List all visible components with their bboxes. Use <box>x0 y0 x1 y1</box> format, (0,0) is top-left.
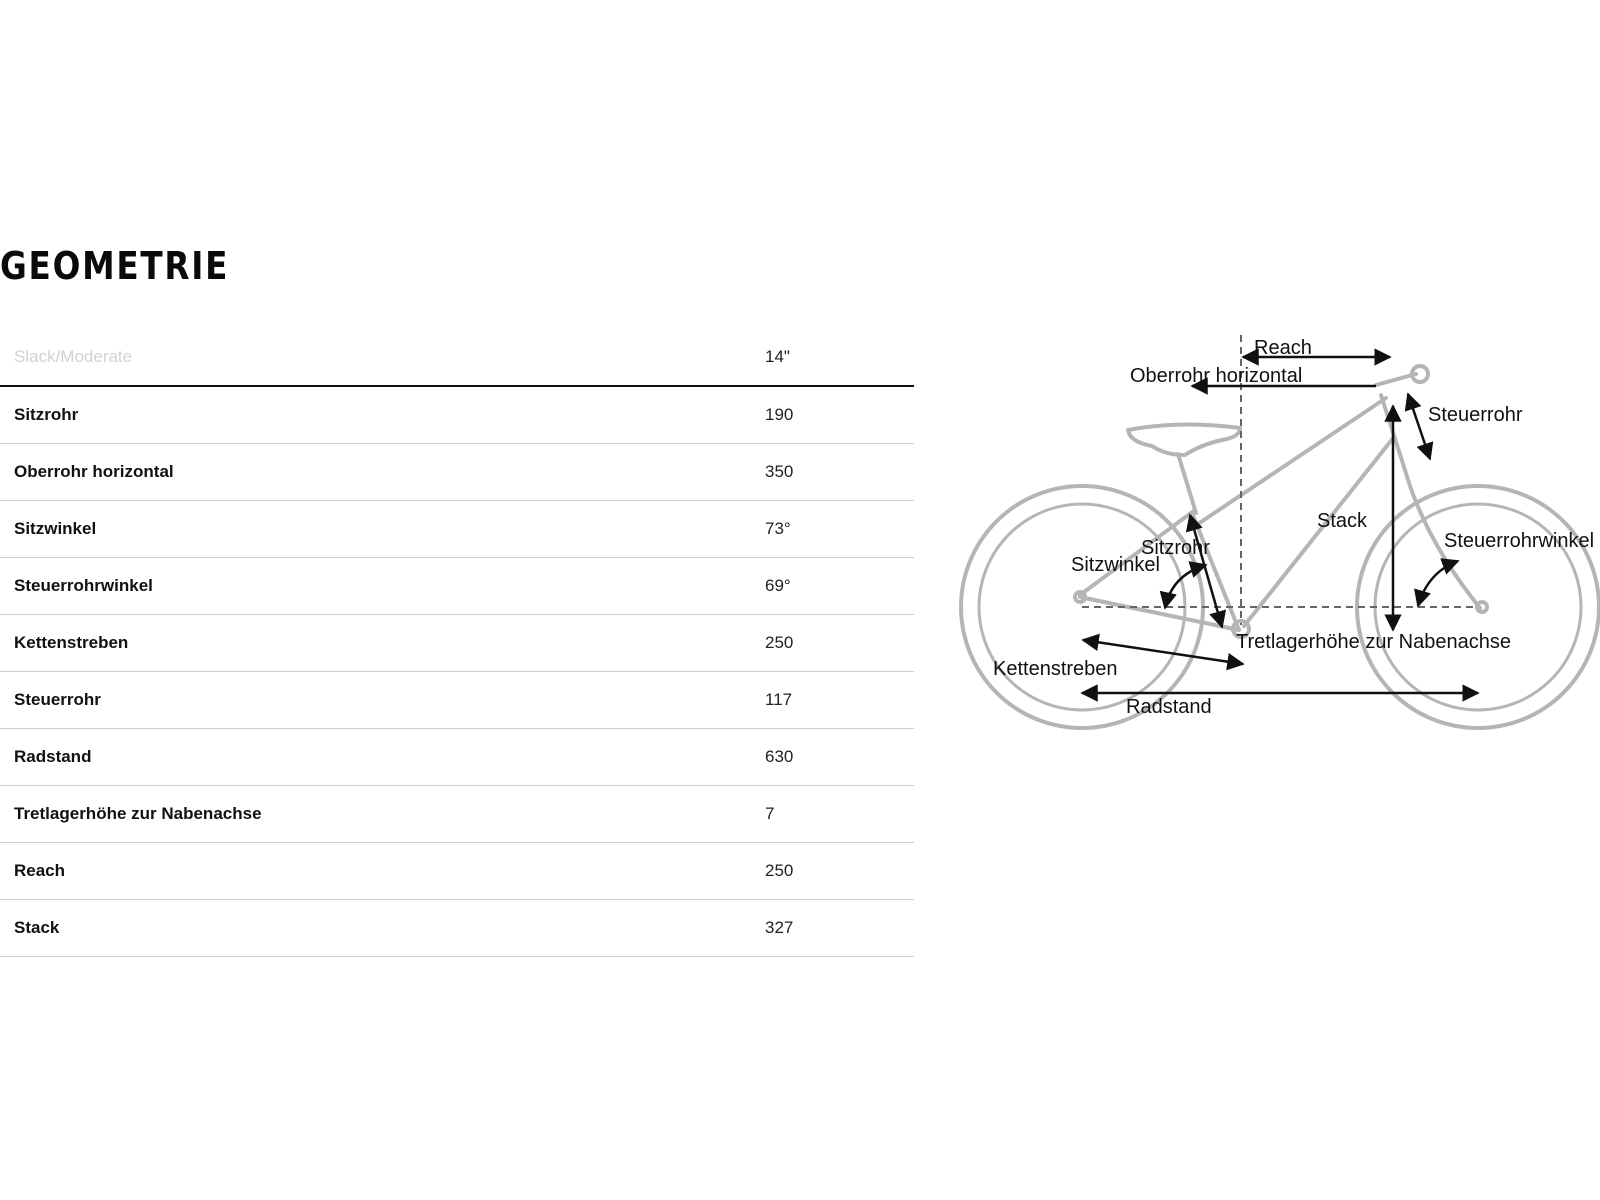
label-stack: Stack <box>1317 510 1368 532</box>
row-label: Sitzwinkel <box>14 519 97 538</box>
row-label: Tretlagerhöhe zur Nabenachse <box>14 804 262 823</box>
geometry-table <box>0 328 914 957</box>
front-dropout <box>1477 602 1487 612</box>
table-header-row <box>0 328 914 387</box>
label-reach: Reach <box>1254 337 1312 359</box>
table-row <box>0 387 914 444</box>
row-value: 630 <box>765 747 794 766</box>
row-value: 7 <box>765 804 775 823</box>
top-tube <box>1192 398 1386 528</box>
table-row <box>0 900 914 957</box>
steuerrohr-arrow <box>1408 394 1430 459</box>
row-label: Radstand <box>14 747 92 766</box>
row-value: 190 <box>765 405 794 424</box>
size-variant-label: Slack/Moderate <box>14 346 133 366</box>
label-kettenstreben: Kettenstreben <box>993 658 1118 680</box>
seatpost <box>1178 454 1196 513</box>
label-steuerrohrwinkel: Steuerrohrwinkel <box>1444 530 1595 552</box>
row-label: Stack <box>14 918 60 937</box>
row-label: Kettenstreben <box>14 633 129 652</box>
row-label: Sitzrohr <box>14 405 79 424</box>
row-label: Steuerrohrwinkel <box>14 576 153 595</box>
bike-geometry-diagram <box>955 320 1600 740</box>
label-steuerrohr: Steuerrohr <box>1428 404 1523 426</box>
row-value: 73° <box>765 519 791 538</box>
row-value: 117 <box>765 690 793 709</box>
row-value: 69° <box>765 576 791 595</box>
page-title: GEOMETRIE <box>0 244 230 288</box>
stem <box>1376 374 1416 385</box>
row-label: Reach <box>14 861 66 880</box>
table-row <box>0 729 914 786</box>
row-value: 327 <box>765 918 794 937</box>
saddle <box>1128 424 1240 455</box>
row-value: 250 <box>765 633 794 652</box>
label-sitzrohr: Sitzrohr <box>1141 537 1210 559</box>
row-label: Steuerrohr <box>14 690 101 709</box>
row-label: Oberrohr horizontal <box>14 462 174 481</box>
table-row <box>0 672 914 729</box>
table-row <box>0 501 914 558</box>
label-oberrohr: Oberrohr horizontal <box>1130 365 1303 387</box>
label-radstand: Radstand <box>1126 696 1212 718</box>
table-row <box>0 786 914 843</box>
table-row <box>0 558 914 615</box>
label-sitzwinkel: Sitzwinkel <box>1071 554 1160 576</box>
row-value: 350 <box>765 462 794 481</box>
row-value: 250 <box>765 861 794 880</box>
table-row <box>0 444 914 501</box>
frame-size-value: 14" <box>765 346 790 366</box>
diagram-labels <box>993 337 1594 718</box>
table-row <box>0 615 914 672</box>
table-row <box>0 843 914 900</box>
label-tretlager: Tretlagerhöhe zur Nabenachse <box>1236 631 1511 653</box>
